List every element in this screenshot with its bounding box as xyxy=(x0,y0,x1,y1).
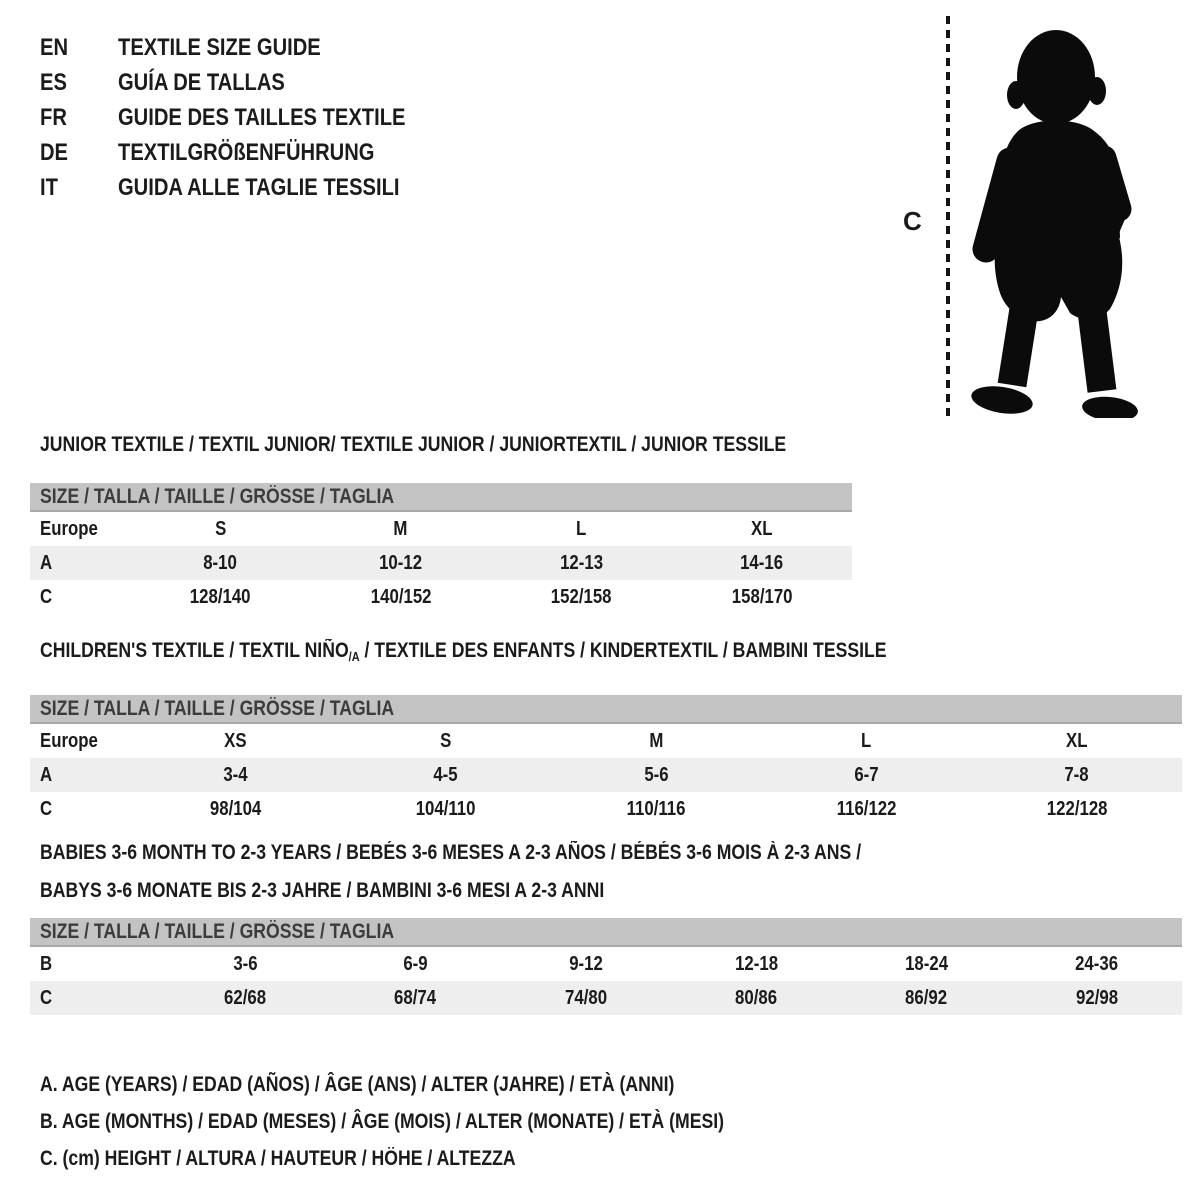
babies-table-title-line2 xyxy=(40,879,1182,903)
height-cell xyxy=(311,586,492,609)
size-header-bar xyxy=(30,483,852,512)
age-cell-text: 4-5 xyxy=(433,763,458,786)
age-cell xyxy=(551,764,761,787)
height-cell-text: 68/74 xyxy=(394,986,437,1009)
note-age-years-text: A. AGE (YEARS) / EDAD (AÑOS) / ÂGE (ANS) / ALTER (JAHRE) / ETÀ (ANNI) xyxy=(40,1072,675,1096)
table-row-height xyxy=(30,792,1182,826)
months-cell-text: 18-24 xyxy=(904,952,948,975)
note-age-years xyxy=(40,1066,854,1103)
age-cell xyxy=(311,552,492,575)
height-cell xyxy=(972,798,1182,821)
babies-table-title-line1 xyxy=(40,841,1182,865)
language-code-text: DE xyxy=(40,138,69,166)
age-cell-text: 10-12 xyxy=(379,551,423,574)
months-cell-text: 12-18 xyxy=(734,952,778,975)
age-cell-text: 6-7 xyxy=(854,763,879,786)
months-cell xyxy=(841,953,1011,976)
junior-table-title xyxy=(40,433,852,457)
row-label xyxy=(30,953,160,976)
row-label xyxy=(30,764,130,787)
age-cell xyxy=(672,552,853,575)
language-code xyxy=(40,69,118,97)
age-cell xyxy=(340,764,550,787)
size-cell xyxy=(340,730,550,753)
language-row-es xyxy=(40,65,460,100)
size-cell xyxy=(672,518,853,541)
guide-title-text: TEXTILGRÖßENFÜHRUNG xyxy=(118,138,375,166)
size-cell-text: S xyxy=(214,517,226,540)
childrens-table-title-text xyxy=(40,639,887,669)
language-code-text: FR xyxy=(40,103,67,131)
table-row-age xyxy=(30,546,852,580)
size-cell xyxy=(130,518,311,541)
height-cell xyxy=(330,987,500,1010)
title-subscript: /A xyxy=(348,649,360,664)
title-post: / TEXTILE DES ENFANTS / KINDERTEXTIL / BAMBINI TESSILE xyxy=(359,639,887,662)
height-cell xyxy=(672,586,853,609)
height-cell xyxy=(160,987,330,1010)
guide-title-es xyxy=(118,69,317,97)
language-code-text: IT xyxy=(40,173,58,201)
table-row-age xyxy=(30,758,1182,792)
row-label-text: A xyxy=(40,551,53,574)
height-cell xyxy=(501,987,671,1010)
row-label xyxy=(30,552,130,575)
size-cell xyxy=(761,730,971,753)
height-cell-text: 158/170 xyxy=(731,585,793,608)
height-cell-text: 80/86 xyxy=(735,986,778,1009)
toddler-silhouette-icon xyxy=(958,13,1143,418)
age-cell-text: 8-10 xyxy=(203,551,238,574)
height-cell-text: 104/110 xyxy=(415,797,476,820)
height-cell xyxy=(130,798,340,821)
months-cell-text: 3-6 xyxy=(233,952,258,975)
row-label-text: C xyxy=(40,585,53,608)
guide-title-text: TEXTILE SIZE GUIDE xyxy=(118,33,321,61)
row-label-text: Europe xyxy=(40,517,98,540)
guide-title-text: GUIDA ALLE TAGLIE TESSILI xyxy=(118,173,400,201)
height-cell-text: 74/80 xyxy=(564,986,607,1009)
size-cell-text: XL xyxy=(1066,729,1088,752)
row-label-text: A xyxy=(40,763,53,786)
size-cell xyxy=(491,518,672,541)
size-header-text: SIZE / TALLA / TAILLE / GRÖSSE / TAGLIA xyxy=(40,919,395,943)
size-cell-text: M xyxy=(393,517,408,540)
height-cell xyxy=(1012,987,1182,1010)
childrens-table-title xyxy=(40,639,1182,669)
childrens-textile-table xyxy=(30,639,1182,826)
size-header-text: SIZE / TALLA / TAILLE / GRÖSSE / TAGLIA xyxy=(40,484,395,508)
row-label-text: B xyxy=(40,952,53,975)
legend-notes xyxy=(40,1066,854,1177)
note-height-cm-text: C. (cm) HEIGHT / ALTURA / HAUTEUR / HÖHE / ALTEZZA xyxy=(40,1146,516,1170)
age-cell-text: 7-8 xyxy=(1064,763,1089,786)
table-row-months xyxy=(30,947,1182,981)
table-row-height xyxy=(30,580,852,614)
months-cell-text: 9-12 xyxy=(568,952,603,975)
months-cell xyxy=(671,953,841,976)
height-cell-text: 110/116 xyxy=(626,797,686,820)
note-age-months-text: B. AGE (MONTHS) / EDAD (MESES) / ÂGE (MOIS) / ALTER (MONATE) / ETÀ (MESI) xyxy=(40,1109,725,1133)
note-age-months xyxy=(40,1103,854,1140)
height-cell-text: 140/152 xyxy=(370,585,432,608)
language-row-de xyxy=(40,135,460,170)
guide-title-en xyxy=(118,34,359,62)
months-cell-text: 24-36 xyxy=(1075,952,1119,975)
size-header-text: SIZE / TALLA / TAILLE / GRÖSSE / TAGLIA xyxy=(40,696,395,720)
guide-title-it xyxy=(118,174,453,202)
months-cell xyxy=(501,953,671,976)
age-cell xyxy=(761,764,971,787)
age-cell xyxy=(130,764,340,787)
babies-table-title-line2-text: BABYS 3-6 MONATE BIS 2-3 JAHRE / BAMBINI 3-6 MESI A 2-3 ANNI xyxy=(40,879,605,902)
row-label-text: C xyxy=(40,986,53,1009)
height-cell xyxy=(551,798,761,821)
junior-table-title-text: JUNIOR TEXTILE / TEXTIL JUNIOR/ TEXTILE JUNIOR / JUNIORTEXTIL / JUNIOR TESSILE xyxy=(40,433,787,456)
size-cell xyxy=(311,518,492,541)
height-measure-dashed-line xyxy=(946,16,950,416)
table-row-europe xyxy=(30,724,1182,758)
age-cell xyxy=(491,552,672,575)
months-cell xyxy=(330,953,500,976)
age-cell-text: 12-13 xyxy=(559,551,603,574)
language-code xyxy=(40,104,118,132)
height-cell-text: 98/104 xyxy=(209,797,261,820)
row-label xyxy=(30,798,130,821)
age-cell-text: 5-6 xyxy=(643,763,669,786)
language-code-text: ES xyxy=(40,68,67,96)
height-cell xyxy=(761,798,971,821)
table-row-europe xyxy=(30,512,852,546)
table-row-height xyxy=(30,981,1182,1015)
babies-textile-table xyxy=(30,841,1182,1015)
size-cell-text: L xyxy=(576,517,587,540)
months-cell xyxy=(160,953,330,976)
language-code xyxy=(40,34,118,62)
age-cell xyxy=(130,552,311,575)
age-cell xyxy=(972,764,1182,787)
height-cell xyxy=(841,987,1011,1010)
language-code xyxy=(40,139,118,167)
language-code xyxy=(40,174,118,202)
size-header-bar xyxy=(30,695,1182,724)
age-cell-text: 14-16 xyxy=(740,551,784,574)
size-cell-text: XL xyxy=(751,517,773,540)
height-cell xyxy=(491,586,672,609)
size-cell-text: M xyxy=(649,729,664,752)
height-cell xyxy=(340,798,550,821)
size-cell xyxy=(551,730,761,753)
title-pre: CHILDREN'S TEXTILE / TEXTIL NIÑO xyxy=(40,639,349,662)
language-row-fr xyxy=(40,100,460,135)
height-cell xyxy=(671,987,841,1010)
row-label-text: C xyxy=(40,797,53,820)
height-cell-text: 152/158 xyxy=(550,585,612,608)
height-measure-label: C xyxy=(903,206,922,236)
language-title-list xyxy=(40,30,460,205)
size-cell-text: S xyxy=(440,729,452,752)
months-cell-text: 6-9 xyxy=(403,952,428,975)
language-row-it xyxy=(40,170,460,205)
row-label xyxy=(30,586,130,609)
age-cell-text: 3-4 xyxy=(223,763,248,786)
row-label xyxy=(30,730,130,753)
row-label xyxy=(30,987,160,1010)
height-cell-text: 92/98 xyxy=(1075,986,1118,1009)
months-cell xyxy=(1012,953,1182,976)
height-cell-text: 62/68 xyxy=(224,986,267,1009)
row-label xyxy=(30,518,130,541)
babies-table-title-line1-text: BABIES 3-6 MONTH TO 2-3 YEARS / BEBÉS 3-6 MESES A 2-3 AÑOS / BÉBÉS 3-6 MOIS À 2-3 ANS / xyxy=(40,841,862,864)
size-cell xyxy=(972,730,1182,753)
guide-title-de xyxy=(118,139,423,167)
height-cell xyxy=(130,586,311,609)
guide-title-text: GUIDE DES TAILLES TEXTILE xyxy=(118,103,406,131)
note-height-cm xyxy=(40,1140,854,1177)
size-cell-text: XS xyxy=(223,729,247,752)
guide-title-text: GUÍA DE TALLAS xyxy=(118,68,285,96)
height-cell-text: 128/140 xyxy=(189,585,251,608)
language-code-text: EN xyxy=(40,33,69,61)
size-cell xyxy=(130,730,340,753)
height-cell-text: 122/128 xyxy=(1046,797,1108,820)
size-cell-text: L xyxy=(861,729,872,752)
row-label-text: Europe xyxy=(40,729,98,752)
height-cell-text: 86/92 xyxy=(905,986,948,1009)
height-cell-text: 116/122 xyxy=(836,797,897,820)
language-row-en xyxy=(40,30,460,65)
size-header-bar xyxy=(30,918,1182,947)
junior-textile-table xyxy=(30,433,852,614)
guide-title-fr xyxy=(118,104,460,132)
